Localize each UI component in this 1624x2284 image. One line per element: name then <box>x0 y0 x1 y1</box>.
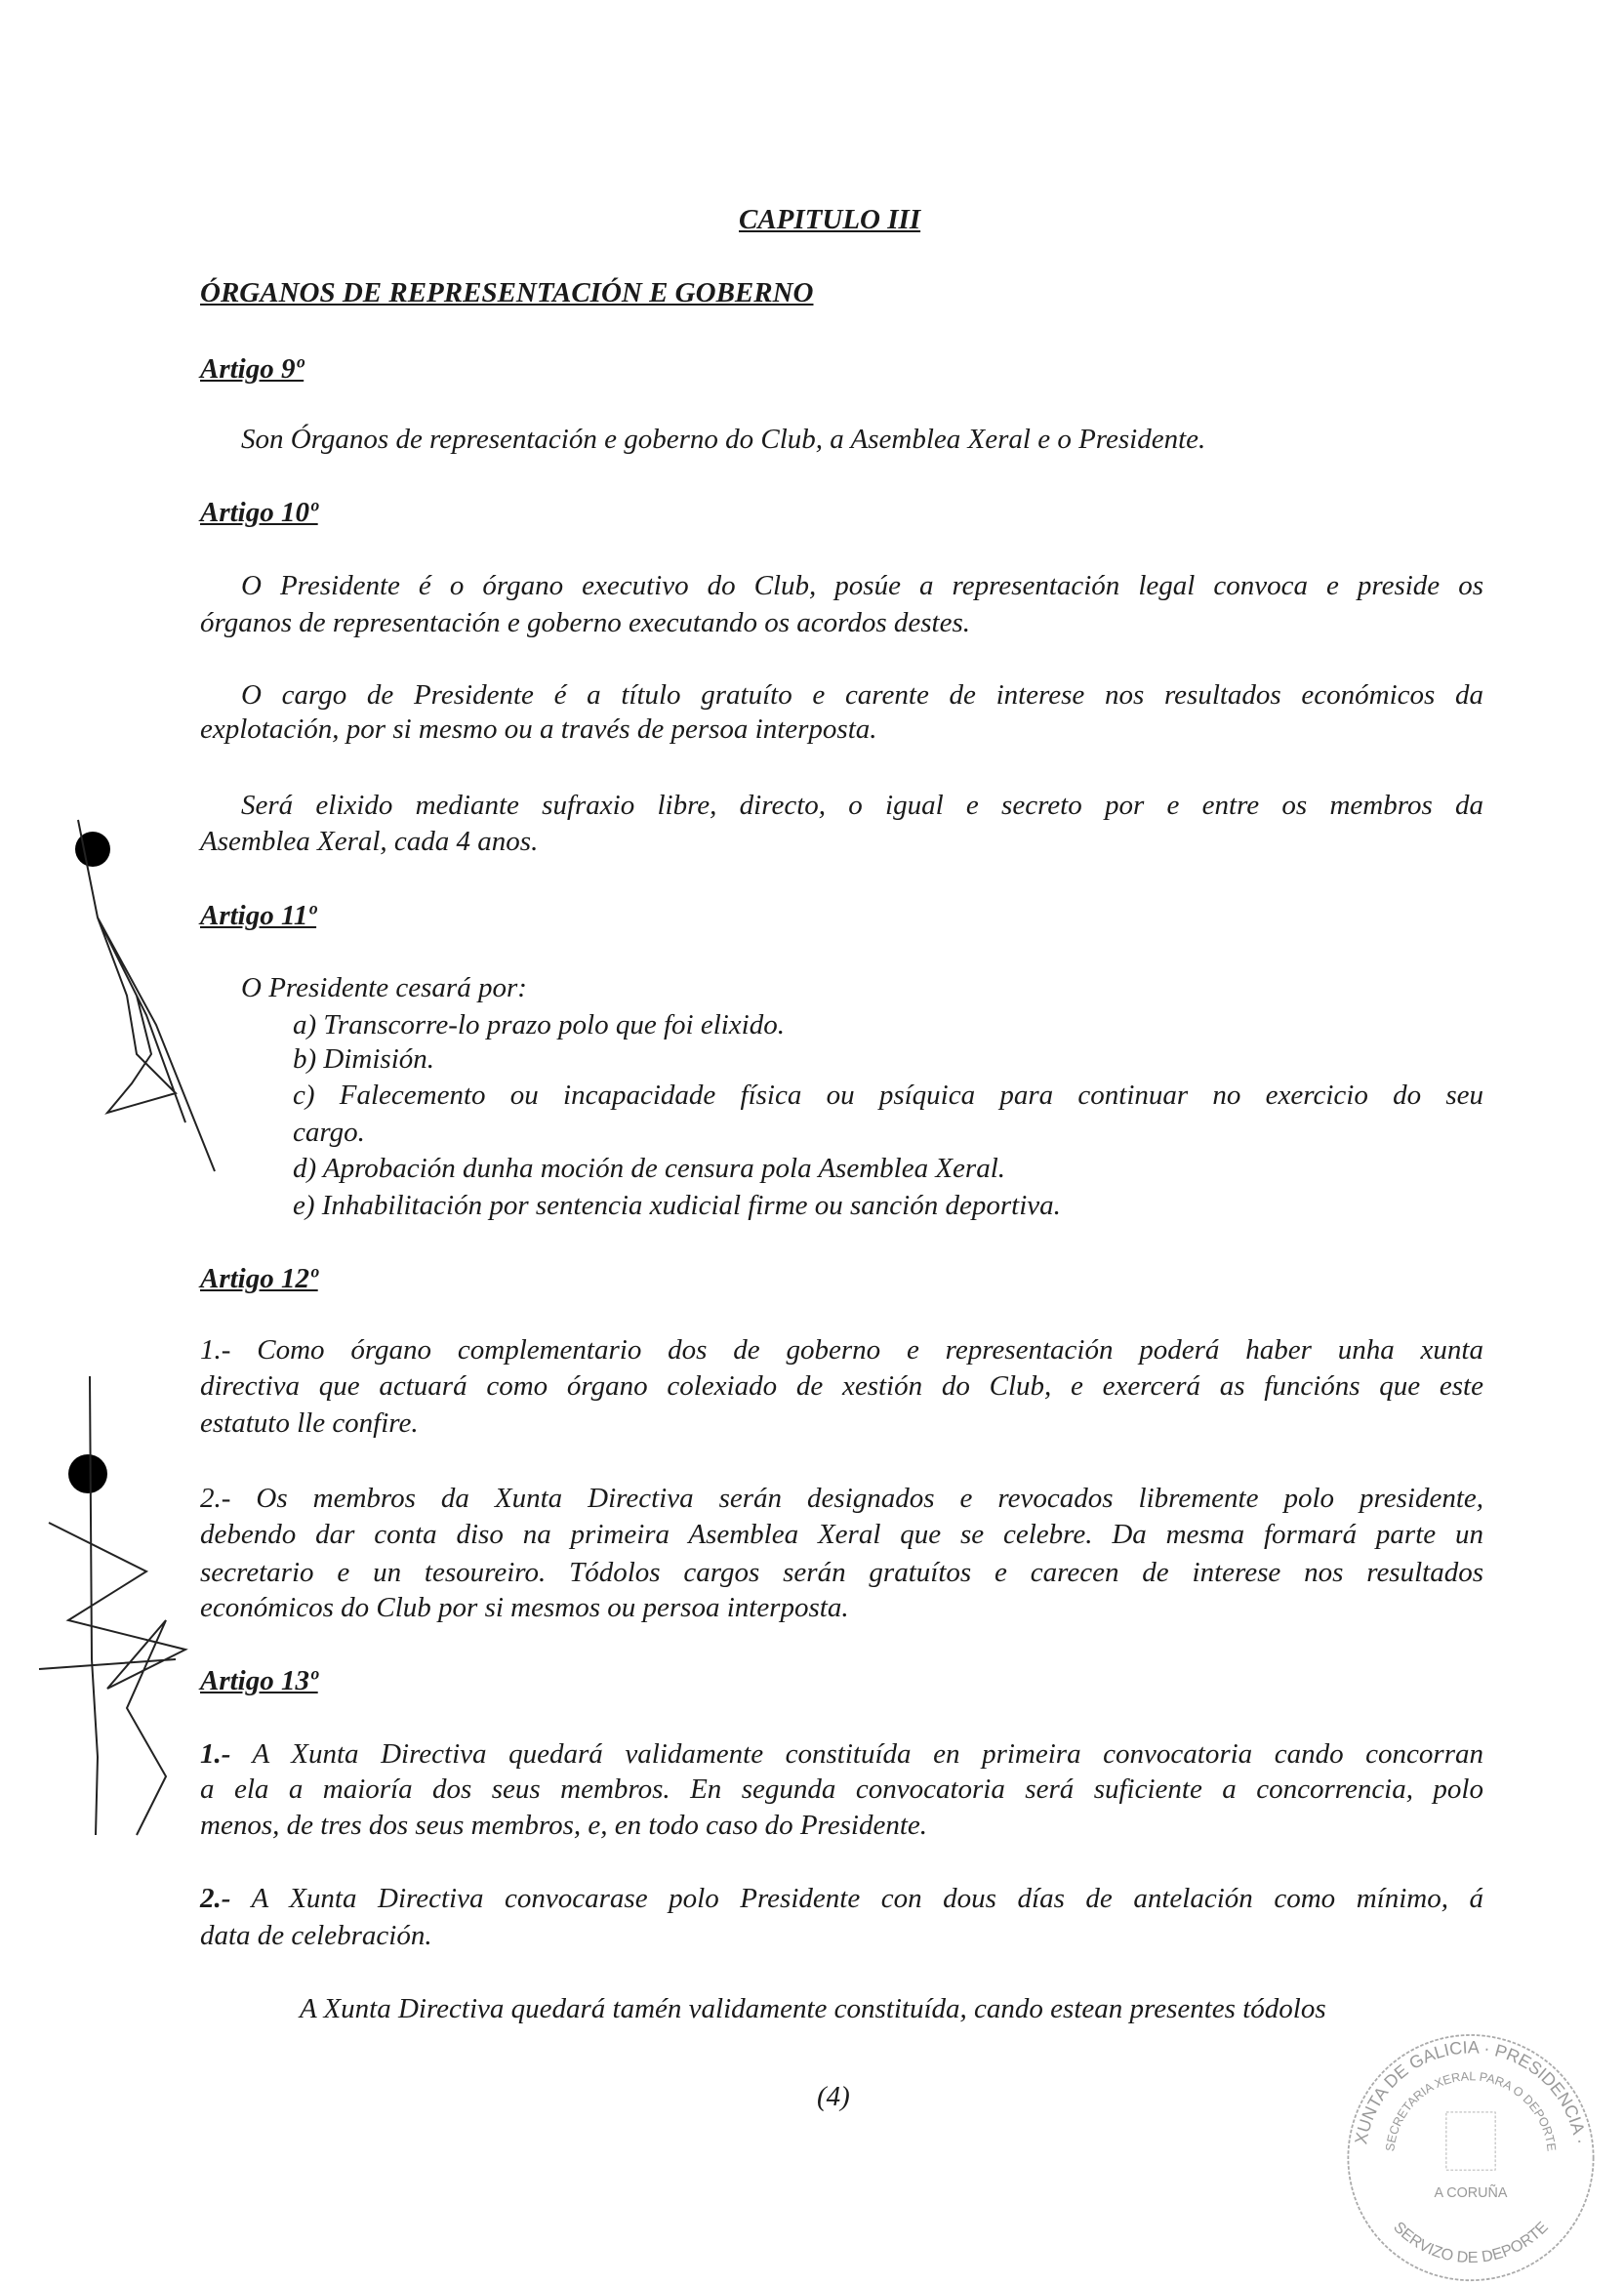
article-10-p1-line: O Presidente é o órgano executivo do Club, posúe a representación legal convoca e preside os <box>241 570 1483 601</box>
page-number: (4) <box>817 2081 850 2112</box>
article-13-p1-line: a ela a maioría dos seus membros. En segunda convocatoria será suficiente a concorrencia, polo <box>200 1774 1483 1805</box>
article-12-p2-line: 2.- Os membros da Xunta Directiva serán designados e revocados libremente polo presidente, <box>200 1483 1483 1514</box>
article-10-p1-line: órganos de representación e goberno executando os acordos destes. <box>200 607 971 638</box>
article-12-p1-line: estatuto lle confire. <box>200 1407 419 1439</box>
article-13-p2-number: 2.- <box>200 1883 231 1914</box>
section-title: ÓRGANOS DE REPRESENTACIÓN E GOBERNO <box>200 277 814 308</box>
article-11-item: cargo. <box>293 1117 365 1148</box>
svg-text:XUNTA DE GALICIA · PRESIDENCIA <box>1351 2037 1590 2145</box>
article-10-p2-line: O cargo de Presidente é a título gratuíto e carente de interese nos resultados económicos da <box>241 679 1483 711</box>
article-11-intro: O Presidente cesará por: <box>241 972 527 1003</box>
article-12-p1-line: directiva que actuará como órgano colexiado de xestión do Club, e exercerá as funcións que este <box>200 1370 1483 1402</box>
article-13-p1-line: A Xunta Directiva quedará validamente constituída en primeira convocatoria cando concorran <box>252 1738 1483 1770</box>
article-13-p2-first-line <box>200 1884 1483 1914</box>
article-13-p1-line: menos, de tres dos seus membros, e, en todo caso do Presidente. <box>200 1810 928 1841</box>
article-9-title: Artigo 9º <box>200 353 304 385</box>
stamp-bottom-text: SERVIZO DE DEPORTE <box>1390 2218 1552 2267</box>
article-13-p2-line: data de celebración. <box>200 1920 432 1951</box>
svg-text:SECRETARIA XERAL PARA O DEPORT <box>1383 2069 1559 2152</box>
article-10-p2-line: explotación, por si mesmo ou a través de persoa interposta. <box>200 714 877 745</box>
stamp-city: A CORUÑA <box>1434 2184 1508 2201</box>
article-13-p2-line: A Xunta Directiva convocarase polo Presidente con dous días de antelación como mínimo, á <box>251 1883 1483 1914</box>
article-13-p1-first-line <box>200 1739 1483 1770</box>
official-stamp <box>1339 2026 1603 2282</box>
article-10-p3-line: Asemblea Xeral, cada 4 anos. <box>200 826 539 857</box>
article-9-text: Son Órganos de representación e goberno do Club, a Asemblea Xeral e o Presidente. <box>241 424 1206 455</box>
stamp-inner-text: SECRETARIA XERAL PARA O DEPORTE <box>1383 2069 1559 2152</box>
chapter-title: CAPITULO III <box>739 204 921 235</box>
article-12-p2-line: secretario e un tesoureiro. Tódolos cargos serán gratuítos e carecen de interese nos resultados <box>200 1557 1483 1588</box>
article-12-p2-line: económicos do Club por si mesmos ou persoa interposta. <box>200 1592 849 1623</box>
signature-2 <box>29 1366 224 1874</box>
article-13-title: Artigo 13º <box>200 1665 318 1696</box>
article-13-p1-number: 1.- <box>200 1738 231 1770</box>
signature-1 <box>39 800 234 1240</box>
article-10-p3-line: Será elixido mediante sufraxio libre, directo, o igual e secreto por e entre os membros da <box>241 790 1483 821</box>
svg-text:SERVIZO DE DEPORTE <box>1390 2219 1552 2267</box>
article-13-p3-line: A Xunta Directiva quedará tamén validamente constituída, cando estean presentes tódolos <box>300 1993 1326 2024</box>
article-10-title: Artigo 10º <box>200 497 318 528</box>
article-11-item: d) Aprobación dunha moción de censura pola Asemblea Xeral. <box>293 1153 1005 1184</box>
article-12-title: Artigo 12º <box>200 1263 318 1294</box>
article-11-item: a) Transcorre-lo prazo polo que foi elixido. <box>293 1009 785 1040</box>
article-11-item: c) Falecemento ou incapacidade física ou psíquica para continuar no exercicio do seu <box>293 1080 1483 1111</box>
article-11-item: b) Dimisión. <box>293 1043 434 1075</box>
article-12-p1-line: 1.- Como órgano complementario dos de goberno e representación poderá haber unha xunta <box>200 1334 1483 1366</box>
article-11-title: Artigo 11º <box>200 900 317 931</box>
stamp-outer-text: XUNTA DE GALICIA · PRESIDENCIA · <box>1351 2037 1591 2146</box>
article-12-p2-line: debendo dar conta diso na primeira Asemblea Xeral que se celebre. Da mesma formará parte un <box>200 1519 1483 1550</box>
article-11-item: e) Inhabilitación por sentencia xudicial firme ou sanción deportiva. <box>293 1190 1061 1221</box>
